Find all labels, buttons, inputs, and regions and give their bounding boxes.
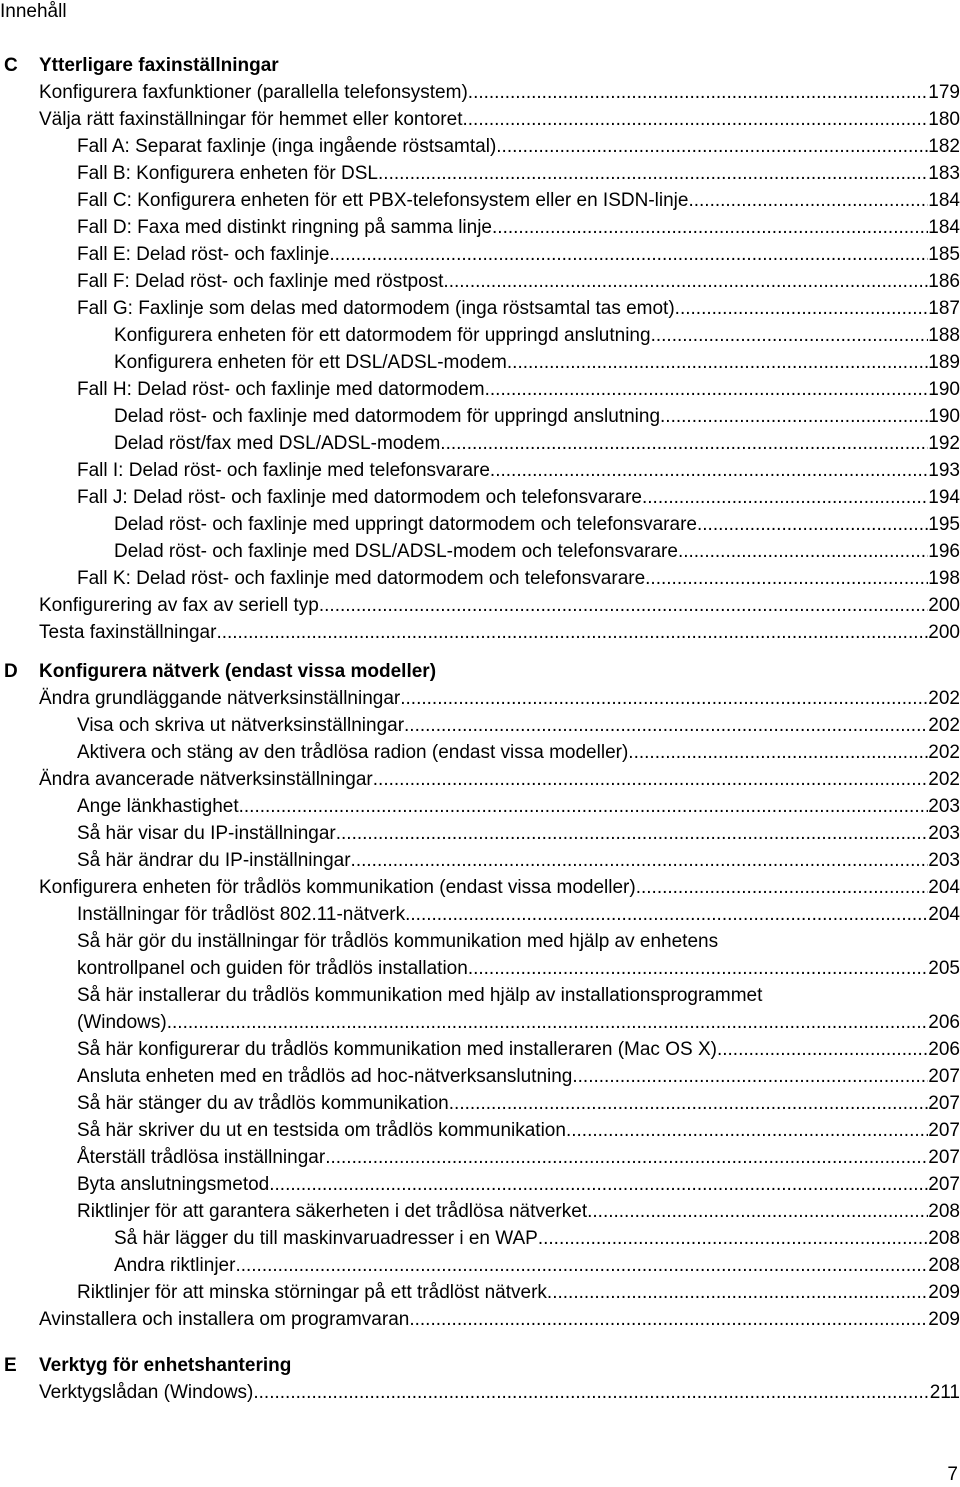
toc-section <box>0 52 960 646</box>
dot-leader <box>675 295 929 322</box>
section-letter: E <box>4 1355 17 1376</box>
dot-leader <box>717 1036 928 1063</box>
toc-entry-page: 207 <box>928 1093 960 1114</box>
toc-entry-page: 209 <box>928 1309 960 1330</box>
toc-entry-text: Delad röst/fax med DSL/ADSL-modem <box>114 433 441 454</box>
toc-entry-page: 190 <box>928 379 960 400</box>
toc-entry-text: Välja rätt faxinställningar för hemmet eller kontoret <box>39 109 463 130</box>
toc-entry[interactable] <box>77 901 960 928</box>
toc-entry-page: 203 <box>928 796 960 817</box>
toc-entry-page: 206 <box>928 1012 960 1033</box>
toc-entry-page: 207 <box>928 1147 960 1168</box>
toc-entry-text: Så här konfigurerar du trådlös kommunikation med installeraren (Mac OS X) <box>77 1039 717 1060</box>
toc-entry-page: 207 <box>928 1174 960 1195</box>
toc-entry-text: Konfigurering av fax av seriell typ <box>39 595 319 616</box>
toc-entry[interactable] <box>39 1379 960 1406</box>
toc-entry[interactable] <box>114 349 960 376</box>
toc-section <box>0 1352 960 1406</box>
toc-entry[interactable] <box>77 187 960 214</box>
dot-leader <box>216 619 928 646</box>
section-letter: D <box>4 661 18 682</box>
toc-entry-page: 194 <box>928 487 960 508</box>
toc-entry[interactable] <box>77 793 960 820</box>
toc-entry-text: Fall C: Konfigurera enheten för ett PBX-telefonsystem eller en ISDN-linje <box>77 190 689 211</box>
toc-entry-page: 195 <box>928 514 960 535</box>
toc-entry-page: 208 <box>928 1201 960 1222</box>
toc-entry-text: Fall A: Separat faxlinje (inga ingående röstsamtal) <box>77 136 497 157</box>
dot-leader <box>697 511 928 538</box>
toc-entry-page: 208 <box>928 1228 960 1249</box>
dot-leader <box>319 592 928 619</box>
toc-entry-text: Riktlinjer för att garantera säkerheten i det trådlösa nätverket <box>77 1201 588 1222</box>
dot-leader <box>235 1252 928 1279</box>
toc-entry-text: Så här visar du IP-inställningar <box>77 823 336 844</box>
page-number: 7 <box>947 1464 958 1485</box>
section-letter: C <box>4 55 18 76</box>
toc-entry-text: Så här stänger du av trådlös kommunikation <box>77 1093 449 1114</box>
toc-entry-page: 204 <box>928 877 960 898</box>
toc-entry-page: 202 <box>928 769 960 790</box>
toc-entry[interactable] <box>114 322 960 349</box>
toc-entry-page: 211 <box>929 1382 960 1403</box>
dot-leader <box>269 1171 928 1198</box>
section-title: Ytterligare faxinställningar <box>39 55 279 76</box>
toc-entry[interactable] <box>77 214 960 241</box>
toc-entry[interactable] <box>114 430 960 457</box>
dot-leader <box>490 457 928 484</box>
dot-leader <box>492 214 928 241</box>
toc-entry[interactable] <box>77 712 960 739</box>
toc-entry[interactable] <box>77 739 960 766</box>
dot-leader <box>462 106 928 133</box>
toc-entry-text: Riktlinjer för att minska störningar på ett trådlöst nätverk <box>77 1282 547 1303</box>
toc-entry-text: Aktivera och stäng av den trådlösa radion (endast vissa modeller) <box>77 742 629 763</box>
dot-leader <box>547 1279 928 1306</box>
toc-entry[interactable] <box>77 982 960 1036</box>
toc-entry-text: Fall K: Delad röst- och faxlinje med datormodem och telefonsvarare <box>77 568 646 589</box>
toc-entry-page: 196 <box>928 541 960 562</box>
toc-entry-page: 203 <box>928 850 960 871</box>
toc-entry[interactable] <box>114 511 960 538</box>
toc-entry-text: Konfigurera enheten för ett datormodem för uppringd anslutning <box>114 325 651 346</box>
toc-entry-text: Fall F: Delad röst- och faxlinje med röstpost <box>77 271 444 292</box>
toc-entry-page: 186 <box>928 271 960 292</box>
toc-entry-text: Ansluta enheten med en trådlös ad hoc-nätverksanslutning <box>77 1066 573 1087</box>
toc-entry-page: 203 <box>928 823 960 844</box>
toc-entry-text: Delad röst- och faxlinje med datormodem för uppringd anslutning <box>114 406 661 427</box>
toc-entry-page: 180 <box>928 109 960 130</box>
toc-entry-text: Verktygslådan (Windows) <box>39 1382 254 1403</box>
dot-leader <box>239 793 929 820</box>
toc-entry-text: Ändra avancerade nätverksinställningar <box>39 769 373 790</box>
toc-entry[interactable] <box>39 79 960 106</box>
toc-entry[interactable] <box>77 133 960 160</box>
dot-leader <box>473 79 928 106</box>
dot-leader <box>404 712 928 739</box>
toc-entry[interactable] <box>39 874 960 901</box>
toc-entry-page: 202 <box>928 715 960 736</box>
toc-entry[interactable] <box>77 160 960 187</box>
dot-leader <box>253 1379 929 1406</box>
dot-leader <box>336 820 929 847</box>
toc-section <box>0 658 960 1333</box>
toc-entry-page: 187 <box>928 298 960 319</box>
dot-leader <box>373 766 929 793</box>
section-heading <box>0 52 960 79</box>
toc-entry-page: 207 <box>928 1120 960 1141</box>
dot-leader <box>167 1009 929 1036</box>
toc-entry[interactable] <box>39 685 960 712</box>
toc-entry-page: 205 <box>928 958 960 979</box>
toc-entry[interactable] <box>77 1171 960 1198</box>
toc-entry[interactable] <box>77 565 960 592</box>
toc-entry-page: 188 <box>928 325 960 346</box>
toc-entry-page: 198 <box>928 568 960 589</box>
toc-entry[interactable] <box>77 376 960 403</box>
toc-entry-text: Fall G: Faxlinje som delas med datormodem (inga röstsamtal tas emot) <box>77 298 675 319</box>
toc-entry[interactable] <box>77 457 960 484</box>
toc-entry-page: 209 <box>928 1282 960 1303</box>
toc-entry-text: Andra riktlinjer <box>114 1255 236 1276</box>
dot-leader <box>507 349 928 376</box>
toc-entry-page: 184 <box>928 217 960 238</box>
toc-entry-page: 202 <box>928 688 960 709</box>
toc-entry[interactable] <box>77 1198 960 1225</box>
dot-leader <box>400 685 928 712</box>
toc-entry-text: Så här skriver du ut en testsida om trådlös kommunikation <box>77 1120 566 1141</box>
toc-entry[interactable] <box>77 928 960 982</box>
toc-entry[interactable] <box>114 1252 960 1279</box>
toc-entry-text: Delad röst- och faxlinje med DSL/ADSL-modem och telefonsvarare <box>114 541 678 562</box>
toc-entry[interactable] <box>77 1144 960 1171</box>
toc-entry-text: Delad röst- och faxlinje med uppringt datormodem och telefonsvarare <box>114 514 697 535</box>
dot-leader <box>351 847 929 874</box>
toc-entry-text: Fall H: Delad röst- och faxlinje med datormodem <box>77 379 485 400</box>
toc-entry-page: 208 <box>928 1255 960 1276</box>
toc-entry[interactable] <box>39 1306 960 1333</box>
dot-leader <box>688 187 928 214</box>
page-header <box>0 0 67 24</box>
dot-leader <box>636 874 929 901</box>
dot-leader <box>572 1063 928 1090</box>
toc-entry-page: 184 <box>928 190 960 211</box>
toc-entry-page: 179 <box>928 82 960 103</box>
toc-entry-page: 204 <box>928 904 960 925</box>
toc-entry-page: 183 <box>928 163 960 184</box>
toc-entry-text: Fall E: Delad röst- och faxlinje <box>77 244 330 265</box>
toc-entry-text: Konfigurera faxfunktioner (parallella telefonsystem). <box>39 82 474 103</box>
toc-entry[interactable] <box>77 820 960 847</box>
dot-leader <box>405 901 928 928</box>
dot-leader <box>645 565 928 592</box>
dot-leader <box>443 268 928 295</box>
toc-entry[interactable] <box>77 241 960 268</box>
dot-leader <box>409 1306 928 1333</box>
dot-leader <box>468 955 928 982</box>
toc-entry-page: 200 <box>928 622 960 643</box>
dot-leader <box>329 241 928 268</box>
toc-entry-text: Återställ trådlösa inställningar <box>77 1147 326 1168</box>
toc-entry-text: Avinstallera och installera om programvaran <box>39 1309 410 1330</box>
toc-entry-page: 200 <box>928 595 960 616</box>
toc-entry[interactable] <box>77 484 960 511</box>
toc-entry-text: Fall B: Konfigurera enheten för DSL <box>77 163 379 184</box>
toc-entry-text: Fall I: Delad röst- och faxlinje med telefonsvarare <box>77 460 490 481</box>
dot-leader <box>642 484 928 511</box>
toc-entry[interactable] <box>77 1279 960 1306</box>
toc-entry-text-line1: Så här gör du inställningar för trådlös kommunikation med hjälp av enhetens <box>77 931 719 952</box>
toc-entry[interactable] <box>77 1036 960 1063</box>
toc-entry-text: Konfigurera enheten för ett DSL/ADSL-modem <box>114 352 507 373</box>
toc-entry-text: Fall J: Delad röst- och faxlinje med datormodem och telefonsvarare <box>77 487 642 508</box>
toc-entry[interactable] <box>77 847 960 874</box>
toc-entry[interactable] <box>77 1063 960 1090</box>
toc-entry-page: 192 <box>928 433 960 454</box>
section-heading <box>0 1352 960 1379</box>
dot-leader <box>378 160 928 187</box>
toc-entry[interactable] <box>114 538 960 565</box>
section-title: Konfigurera nätverk (endast vissa modeller) <box>39 661 437 682</box>
toc-entry-text: Konfigurera enheten för trådlös kommunikation (endast vissa modeller) <box>39 877 636 898</box>
section-heading <box>0 658 960 685</box>
header-title: Innehåll <box>0 1 67 22</box>
toc-entry-text: Byta anslutningsmetod <box>77 1174 270 1195</box>
dot-leader <box>496 133 928 160</box>
toc-entry[interactable] <box>77 295 960 322</box>
toc-entry-text: Så här ändrar du IP-inställningar <box>77 850 351 871</box>
toc-entry-text: (Windows) <box>77 1012 167 1033</box>
toc-entry-text: Visa och skriva ut nätverksinställningar <box>77 715 405 736</box>
toc-entry[interactable] <box>77 1090 960 1117</box>
dot-leader <box>587 1198 928 1225</box>
toc-entry-page: 189 <box>928 352 960 373</box>
toc-entry-text: Så här lägger du till maskinvaruadresser i en WAP <box>114 1228 538 1249</box>
toc-entry-text: Ange länkhastighet <box>77 796 239 817</box>
dot-leader <box>678 538 928 565</box>
toc-entry-page: 193 <box>928 460 960 481</box>
toc-entry-text-line1: Så här installerar du trådlös kommunikation med hjälp av installationsprogrammet <box>77 985 763 1006</box>
toc-entry-page: 202 <box>928 742 960 763</box>
dot-leader <box>440 430 928 457</box>
dot-leader <box>538 1225 928 1252</box>
dot-leader <box>628 739 928 766</box>
toc-entry-page: 185 <box>928 244 960 265</box>
dot-leader <box>449 1090 929 1117</box>
toc-entry[interactable] <box>39 592 960 619</box>
toc-entry-page: 190 <box>928 406 960 427</box>
toc-entry[interactable] <box>114 1225 960 1252</box>
toc-entry-text: kontrollpanel och guiden för trådlös installation <box>77 958 468 979</box>
dot-leader <box>660 403 928 430</box>
toc-entry-page: 206 <box>928 1039 960 1060</box>
toc-entry[interactable] <box>39 106 960 133</box>
toc-entry[interactable] <box>77 268 960 295</box>
toc-entry-page: 207 <box>928 1066 960 1087</box>
toc-entry[interactable] <box>39 766 960 793</box>
section-title: Verktyg för enhetshantering <box>39 1355 292 1376</box>
toc-entry-text: Testa faxinställningar <box>39 622 217 643</box>
toc-entry[interactable] <box>77 1117 960 1144</box>
toc-entry[interactable] <box>39 619 960 646</box>
toc-entry[interactable] <box>114 403 960 430</box>
toc-entry-page: 182 <box>928 136 960 157</box>
toc-entry-text: Ändra grundläggande nätverksinställningar <box>39 688 401 709</box>
dot-leader <box>325 1144 928 1171</box>
toc-entry-text: Fall D: Faxa med distinkt ringning på samma linje <box>77 217 493 238</box>
toc-entry-text: Inställningar för trådlöst 802.11-nätverk <box>77 904 406 925</box>
dot-leader <box>485 376 929 403</box>
dot-leader <box>566 1117 928 1144</box>
dot-leader <box>651 322 929 349</box>
